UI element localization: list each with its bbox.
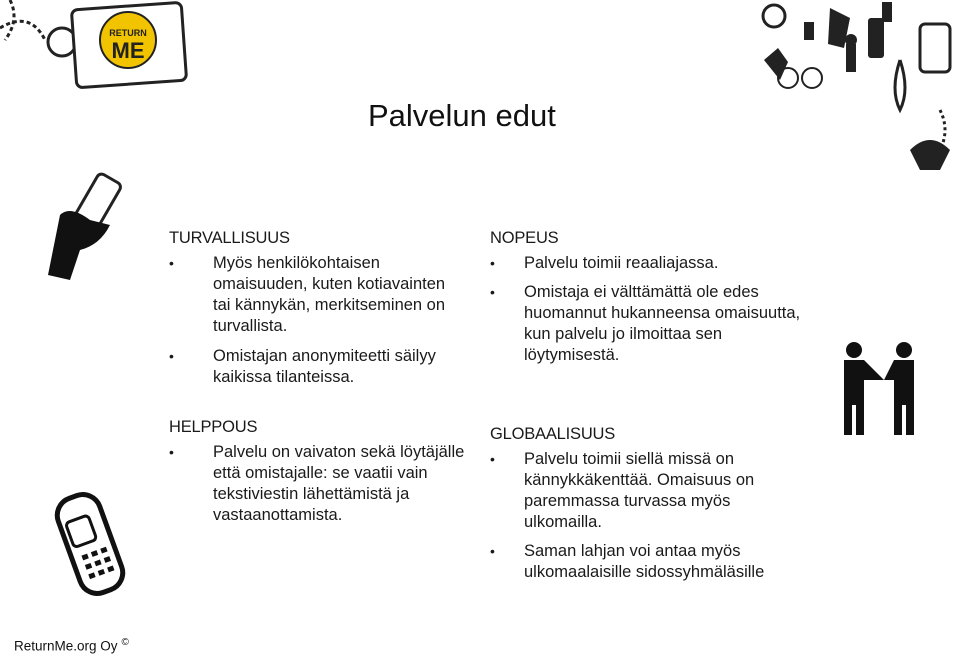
section-turvallisuus [169,228,459,397]
list-item: • Palvelu toimii siellä missä on kännykkäkenttää. Omaisuus on paremmassa turvassa myös ulkomailla. [490,449,810,533]
return-me-logo [0,0,200,100]
list-item: • Omistaja ei välttämättä ole edes huomannut hukanneensa omaisuutta, kun palvelu jo ilmoittaa sen löytymisestä. [490,282,820,366]
section-heading: HELPPOUS [169,418,258,436]
section-heading: NOPEUS [490,229,559,247]
svg-text:RETURN: RETURN [109,28,147,38]
section-heading: GLOBAALISUUS [490,425,616,443]
list-item: • Saman lahjan voi antaa myös ulkomaalaisille sidossyhmäläsille [490,541,810,583]
list-item: • Omistajan anonymiteetti säilyy kaikissa tilanteissa. [169,346,459,388]
mobile-phone-icon [48,490,138,610]
section-globaalisuus [490,424,810,591]
section-helppous [169,417,469,535]
list-item: • Palvelu toimii reaaliajassa. [490,253,820,274]
section-heading: TURVALLISUUS [169,229,290,247]
copyright-icon: © [121,637,129,648]
lifestyle-icons [760,0,960,190]
svg-text:ME: ME [111,38,145,63]
section-nopeus [490,228,820,374]
list-item: • Palvelu on vaivaton sekä löytäjälle että omistajalle: se vaatii vain tekstiviestin lähettämistä ja vastaanottamista. [169,442,469,526]
phone-in-hand-icon [40,175,140,285]
handshake-icon [838,340,928,440]
page-title: Palvelun edut [368,98,556,133]
footer-company: ReturnMe.org Oy [14,638,118,654]
footer [14,637,129,654]
list-item: • Myös henkilökohtaisen omaisuuden, kuten kotiavainten tai kännykän, merkitseminen on turvallista. [169,253,459,337]
